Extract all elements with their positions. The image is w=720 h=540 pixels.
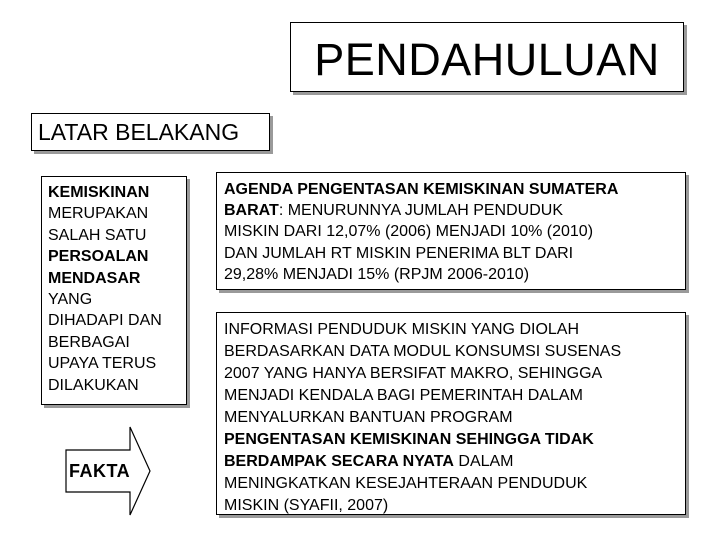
informasi-text [224,319,621,517]
agenda-line-2-bold: BARAT [224,202,279,220]
informasi-line-8: MENINGKATKAN KESEJAHTERAAN PENDUDUK [224,475,588,492]
agenda-text [224,179,618,285]
agenda-line-5: 29,28% MENJADI 15% (RPJM 2006-2010) [224,265,530,283]
agenda-line-4: DAN JUMLAH RT MISKIN PENERIMA BLT DARI [224,244,574,262]
agenda-line-2: : MENURUNNYA JUMLAH PENDUDUK [278,202,563,220]
agenda-line-1: AGENDA PENGENTASAN KEMISKINAN SUMATERA [224,181,619,198]
section-heading: LATAR BELAKANG [38,119,240,145]
subtitle-box [31,113,270,151]
left-line-7: DIHADAPI DAN [48,312,162,330]
left-line-8: BERBAGAI [48,333,130,351]
left-line-10: DILAKUKAN [48,376,139,394]
left-line-2: MERUPAKAN [48,205,149,223]
informasi-line-3: 2007 YANG HANYA BERSIFAT MAKRO, SEHINGGA [224,365,603,382]
left-line-6: YANG [48,291,93,309]
informasi-box [216,312,686,515]
left-line-1: KEMISKINAN [48,184,150,201]
left-line-9: UPAYA TERUS [48,355,157,373]
informasi-line-4: MENJADI KENDALA BAGI PEMERINTAH DALAM [224,387,583,404]
informasi-line-7: DALAM [453,453,514,470]
informasi-line-5: MENYALURKAN BANTUAN PROGRAM [224,409,513,426]
informasi-line-6: PENGENTASAN KEMISKINAN SEHINGGA TIDAK [224,431,594,448]
agenda-line-3: MISKIN DARI 12,07% (2006) MENJADI 10% (2010) [224,223,594,241]
informasi-line-1: INFORMASI PENDUDUK MISKIN YANG DIOLAH [224,321,580,338]
left-line-5: MENDASAR [48,269,141,287]
page-title: PENDAHULUAN [314,34,660,85]
problem-statement-box [41,176,187,405]
informasi-line-9: MISKIN (SYAFII, 2007) [224,497,389,514]
fakta-label: FAKTA [69,461,131,481]
problem-statement-text [48,182,162,396]
left-line-3: SALAH SATU [48,226,147,244]
agenda-box [216,172,686,290]
title-box [290,22,684,92]
informasi-line-2: BERDASARKAN DATA MODUL KONSUMSI SUSENAS [224,343,622,360]
informasi-line-7-bold: BERDAMPAK SECARA NYATA [224,453,454,470]
left-line-4: PERSOALAN [48,248,149,266]
